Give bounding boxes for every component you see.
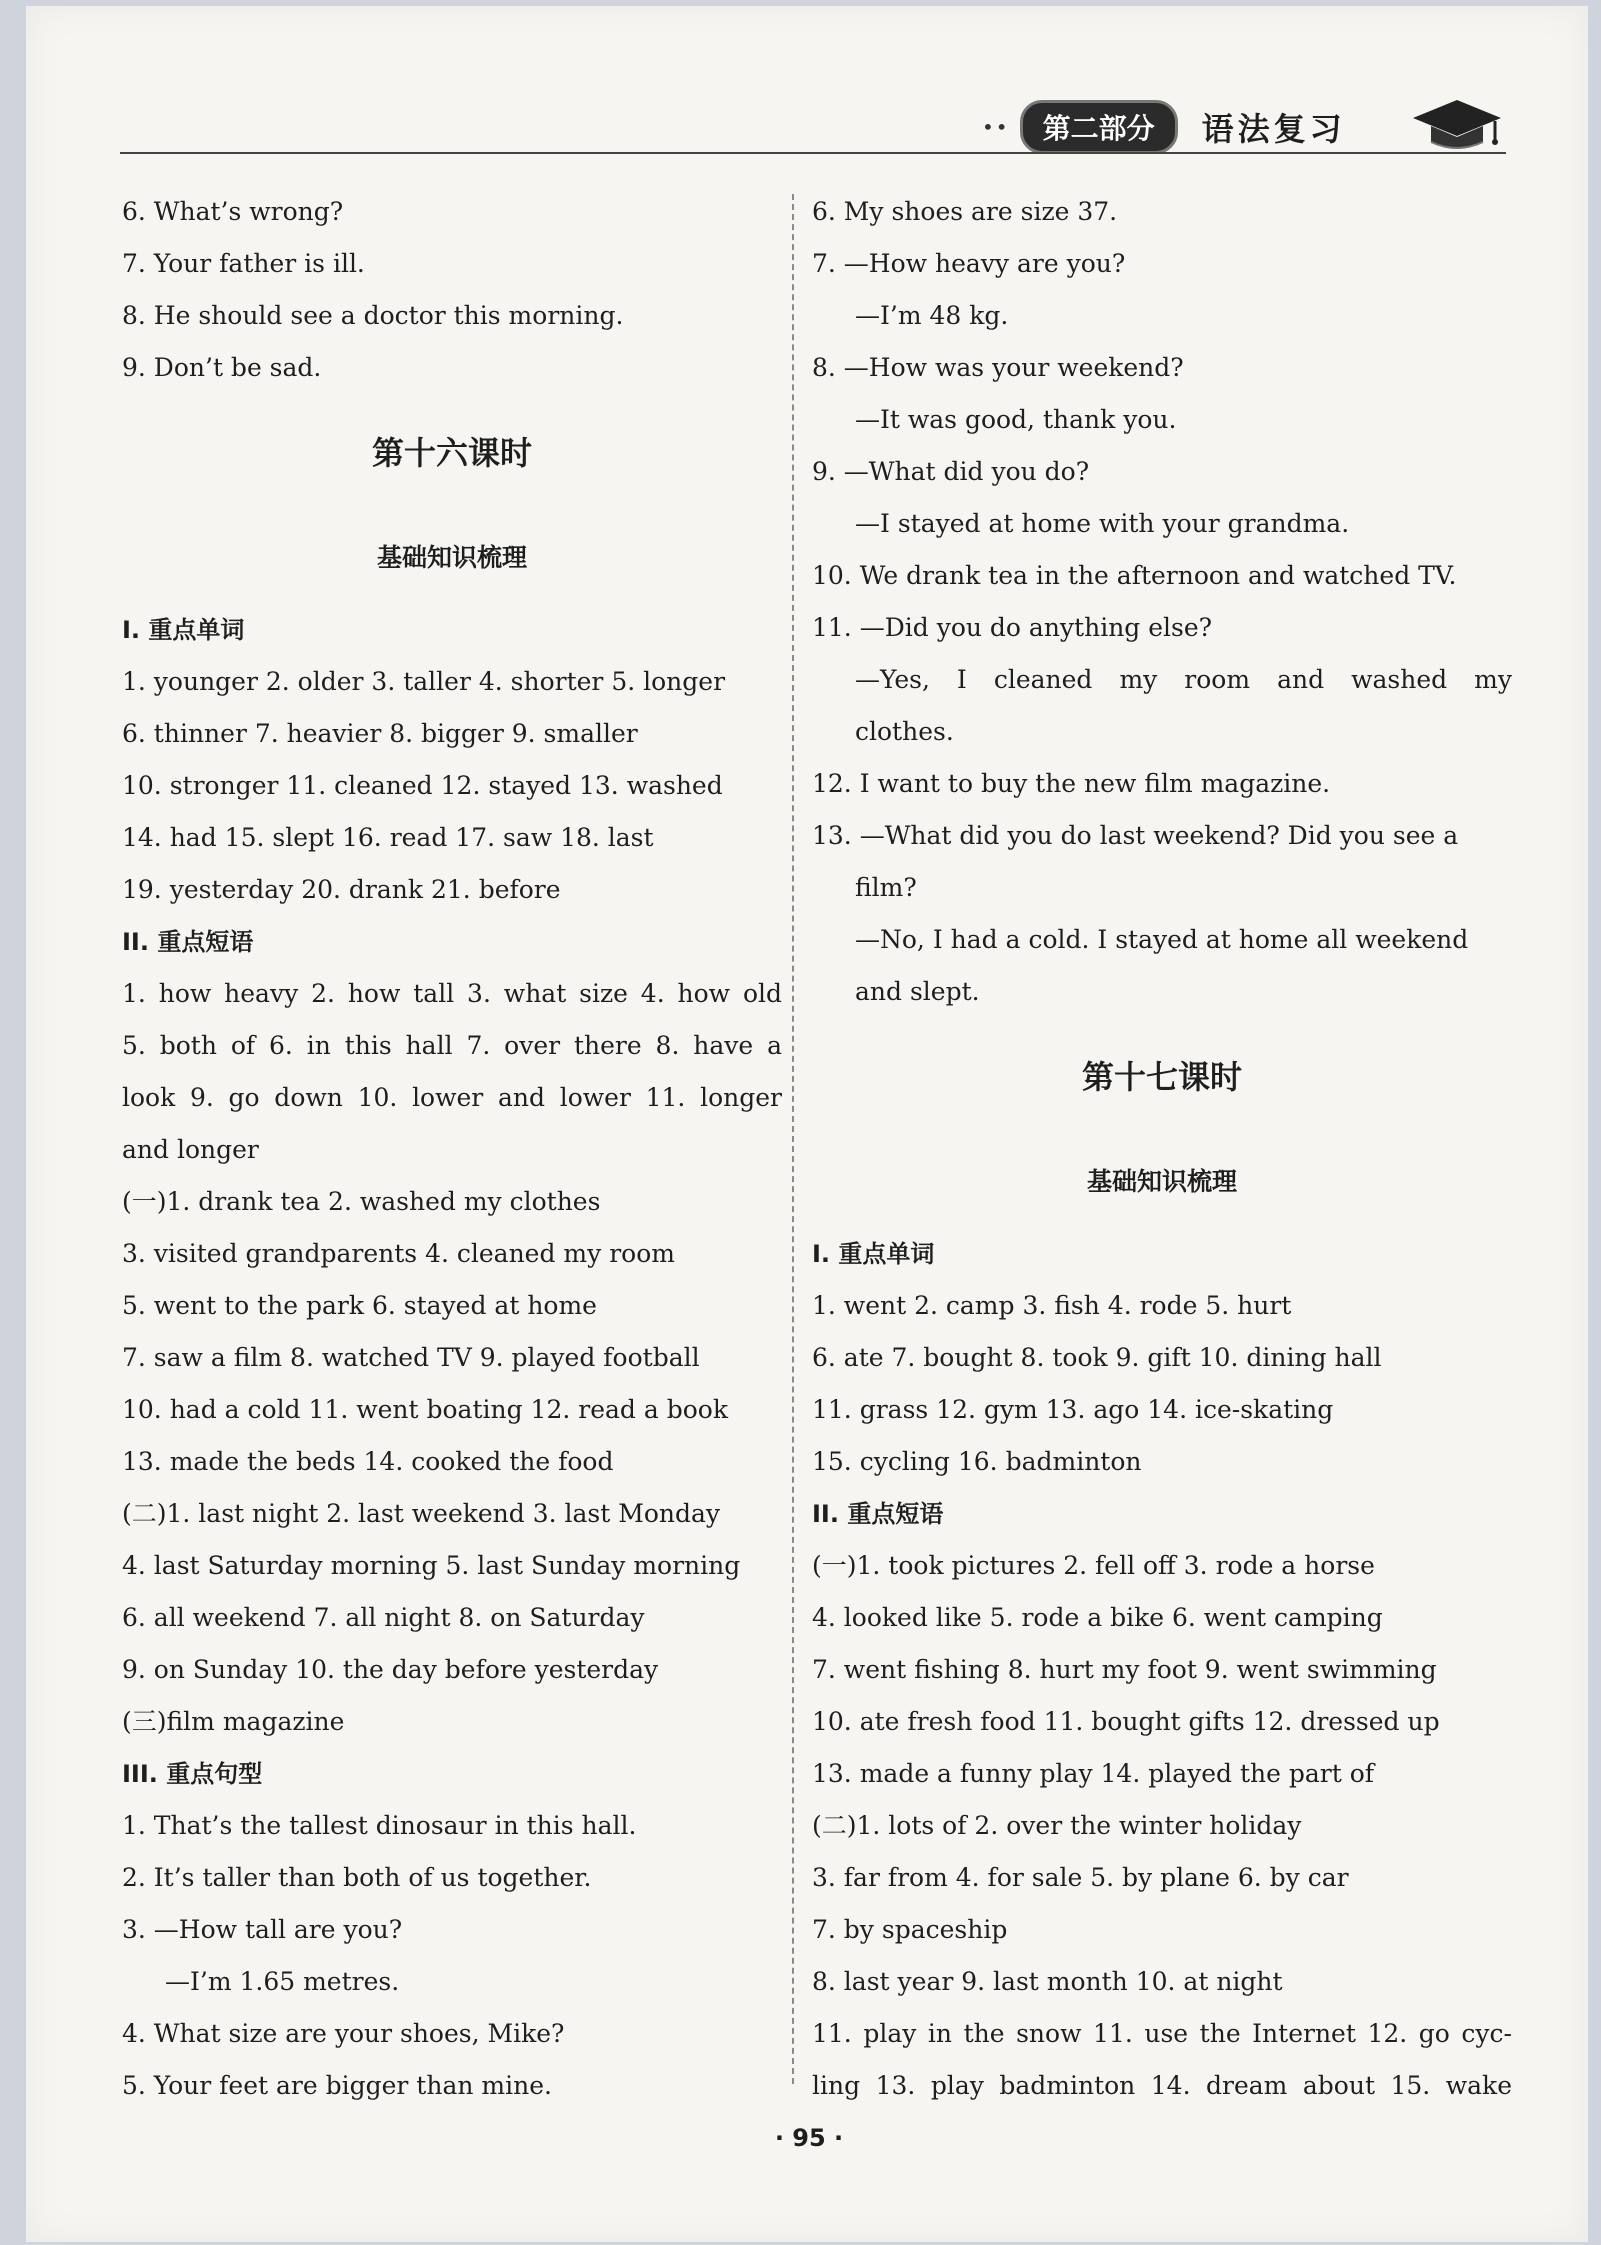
text-line: 13. —What did you do last weekend? Did you see a — [812, 821, 1459, 850]
section-heading-words: I. 重点单词 — [122, 616, 245, 644]
text-line: 3. visited grandparents 4. cleaned my room — [122, 1239, 675, 1268]
text-line: 11. —Did you do anything else? — [812, 613, 1213, 642]
text-line: 4. What size are your shoes, Mike? — [122, 2019, 565, 2048]
right-column — [812, 186, 1512, 2112]
section-heading-phrases: II. 重点短语 — [122, 928, 254, 956]
text-line: 1. how heavy 2. how tall 3. what size 4. how old — [122, 979, 782, 1008]
text-line: 1. younger 2. older 3. taller 4. shorter 5. longer — [122, 667, 726, 696]
text-line: ling 13. play badminton 14. dream about 15. wake — [812, 2071, 1512, 2100]
text-line: —I’m 1.65 metres. — [165, 1967, 400, 1996]
text-line: 10. had a cold 11. went boating 12. read a book — [122, 1395, 728, 1424]
text-line: 9. on Sunday 10. the day before yesterday — [122, 1655, 659, 1684]
page-number: · 95 · — [774, 2124, 844, 2152]
text-line: 8. He should see a doctor this morning. — [122, 301, 624, 330]
text-line: 9. Don’t be sad. — [122, 353, 322, 382]
text-line: —I’m 48 kg. — [855, 301, 1009, 330]
header-dots: •• — [982, 115, 1010, 139]
header-title: 语法复习 — [1201, 110, 1346, 148]
text-line: (三)film magazine — [122, 1707, 345, 1736]
text-line: 13. made the beds 14. cooked the food — [122, 1447, 614, 1476]
text-line: and slept. — [855, 977, 980, 1006]
text-line: 1. That’s the tallest dinosaur in this hall. — [122, 1811, 637, 1840]
text-line: 4. last Saturday morning 5. last Sunday morning — [122, 1551, 741, 1580]
text-line: 8. last year 9. last month 10. at night — [812, 1967, 1283, 1996]
text-line: look 9. go down 10. lower and lower 11. longer — [122, 1083, 782, 1112]
text-line: (二)1. last night 2. last weekend 3. last Monday — [122, 1499, 721, 1528]
text-line: 19. yesterday 20. drank 21. before — [122, 875, 561, 904]
text-line: —I stayed at home with your grandma. — [855, 509, 1350, 538]
left-column — [122, 186, 782, 2112]
text-line: 12. I want to buy the new film magazine. — [812, 769, 1331, 798]
text-line: 7. saw a film 8. watched TV 9. played football — [122, 1343, 700, 1372]
text-line: 10. stronger 11. cleaned 12. stayed 13. washed — [122, 771, 723, 800]
text-line: 7. Your father is ill. — [122, 249, 365, 278]
lesson-title-17: 第十七课时 — [1081, 1058, 1242, 1096]
text-line: 6. ate 7. bought 8. took 9. gift 10. dining hall — [812, 1343, 1382, 1372]
lesson-subtitle: 基础知识梳理 — [1086, 1167, 1237, 1196]
text-line: 9. —What did you do? — [812, 457, 1090, 486]
text-line: and longer — [122, 1135, 259, 1164]
text-line: 15. cycling 16. badminton — [812, 1447, 1142, 1476]
text-line: 1. went 2. camp 3. fish 4. rode 5. hurt — [812, 1291, 1292, 1320]
text-line: 6. thinner 7. heavier 8. bigger 9. smaller — [122, 719, 638, 748]
text-line: 5. both of 6. in this hall 7. over there 8. have a — [122, 1031, 782, 1060]
text-line: (二)1. lots of 2. over the winter holiday — [812, 1811, 1302, 1840]
text-line: 13. made a funny play 14. played the part of — [812, 1759, 1375, 1788]
text-line: 8. —How was your weekend? — [812, 353, 1184, 382]
page — [26, 6, 1588, 2242]
text-line: 6. My shoes are size 37. — [812, 197, 1118, 226]
text-line: 6. all weekend 7. all night 8. on Saturday — [122, 1603, 645, 1632]
text-line: 2. It’s taller than both of us together. — [122, 1863, 592, 1892]
section-badge: 第二部分 — [1020, 100, 1178, 154]
column-divider — [792, 194, 794, 2084]
text-line: 3. —How tall are you? — [122, 1915, 403, 1944]
text-line: 11. play in the snow 11. use the Internet 12. go cyc- — [812, 2019, 1512, 2048]
text-line: 14. had 15. slept 16. read 17. saw 18. last — [122, 823, 654, 852]
text-line: 7. —How heavy are you? — [812, 249, 1126, 278]
text-line: film? — [855, 873, 917, 902]
text-line: 4. looked like 5. rode a bike 6. went camping — [812, 1603, 1383, 1632]
header-rule — [120, 152, 1506, 154]
text-line: —It was good, thank you. — [855, 405, 1177, 434]
graduation-cap-icon — [1411, 96, 1503, 156]
text-line: —No, I had a cold. I stayed at home all weekend — [855, 925, 1469, 954]
lesson-title-16: 第十六课时 — [371, 434, 532, 472]
text-line: (一)1. took pictures 2. fell off 3. rode a horse — [812, 1551, 1375, 1580]
text-line: —Yes, I cleaned my room and washed my — [855, 665, 1512, 694]
section-heading-phrases: II. 重点短语 — [812, 1500, 944, 1528]
section-heading-sentences: III. 重点句型 — [122, 1760, 263, 1788]
text-line: (一)1. drank tea 2. washed my clothes — [122, 1187, 601, 1216]
lesson-subtitle: 基础知识梳理 — [376, 543, 527, 572]
text-line: 10. We drank tea in the afternoon and watched TV. — [812, 561, 1457, 590]
text-line: 5. Your feet are bigger than mine. — [122, 2071, 552, 2100]
text-line: 7. went fishing 8. hurt my foot 9. went swimming — [812, 1655, 1437, 1684]
section-heading-words: I. 重点单词 — [812, 1240, 935, 1268]
text-line: 10. ate fresh food 11. bought gifts 12. dressed up — [812, 1707, 1440, 1736]
text-line: 11. grass 12. gym 13. ago 14. ice-skating — [812, 1395, 1334, 1424]
text-line: 6. What’s wrong? — [122, 197, 344, 226]
text-line: 3. far from 4. for sale 5. by plane 6. by car — [812, 1863, 1349, 1892]
text-line: clothes. — [855, 717, 954, 746]
text-line: 7. by spaceship — [812, 1915, 1008, 1944]
section-header — [982, 104, 1346, 150]
text-line: 5. went to the park 6. stayed at home — [122, 1291, 597, 1320]
